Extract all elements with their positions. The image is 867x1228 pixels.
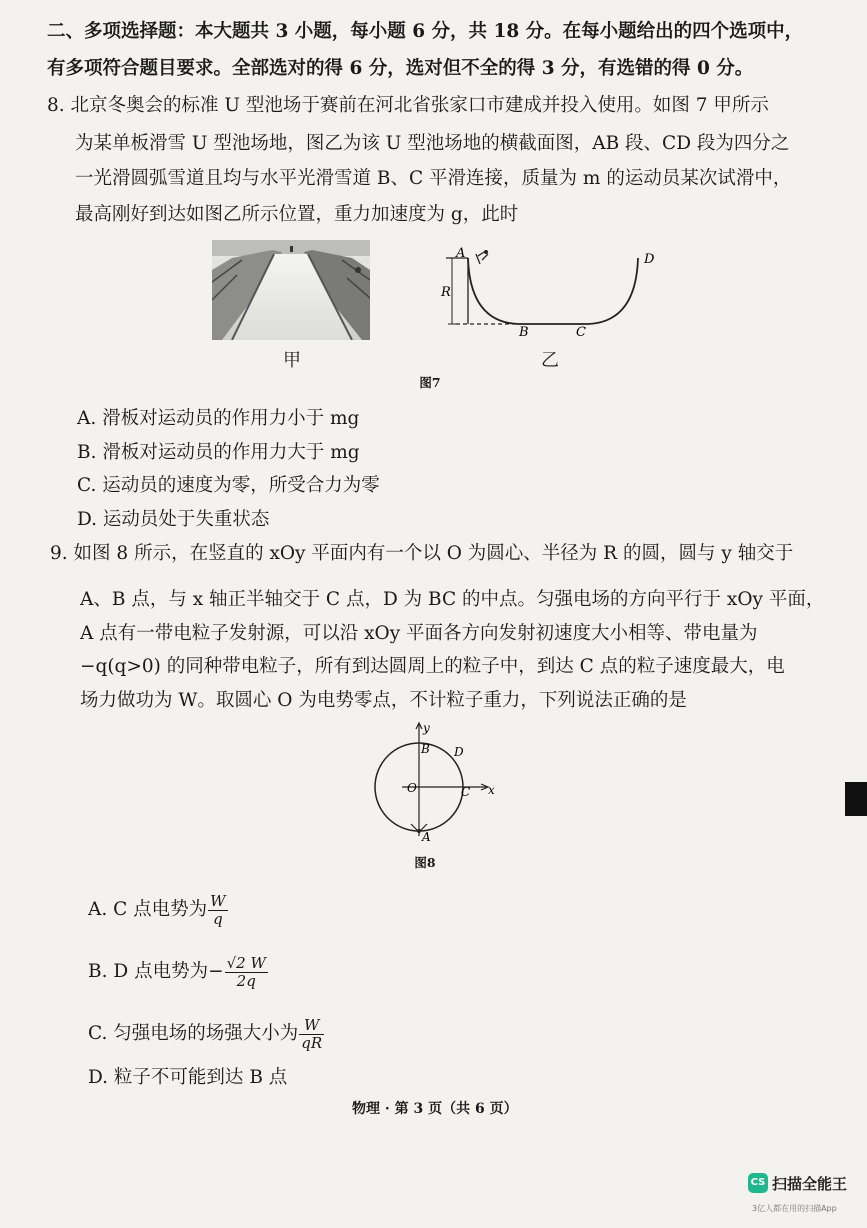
option-c-text: C. 匀强电场的场强大小为 bbox=[88, 1023, 299, 1044]
label-O: O bbox=[407, 781, 417, 795]
frac-num: √2 W bbox=[226, 953, 266, 972]
q9-option-c bbox=[88, 1012, 324, 1056]
q8-stem-line4: 最高刚好到达如图乙所示位置，重力加速度为 g，此时 bbox=[75, 204, 519, 225]
q9-stem-line1: 9. 如图 8 所示，在竖直的 xOy 平面内有一个以 O 为圆心、半径为 R 的圆，圆与 y 轴交于 bbox=[50, 543, 794, 564]
label-x: x bbox=[488, 783, 495, 797]
q8-stem-line1: 8. 北京冬奥会的标准 U 型池场于赛前在河北省张家口市建成并投入使用。如图 7 甲所示 bbox=[47, 95, 769, 116]
q9-stem-line5: 场力做功为 W。取圆心 O 为电势零点，不计粒子重力，下列说法正确的是 bbox=[80, 690, 687, 711]
section-header-line2: 有多项符合题目要求。全部选对的得 6 分，选对但不全的得 3 分，有选错的得 0 分。 bbox=[47, 58, 754, 79]
fig7-caption: 图7 bbox=[419, 375, 441, 390]
frac-den: qR bbox=[301, 1033, 323, 1052]
q9-option-b bbox=[88, 950, 268, 994]
q8-option-d: D. 运动员处于失重状态 bbox=[77, 509, 270, 530]
q9-stem-line2: A、B 点，与 x 轴正半轴交于 C 点，D 为 BC 的中点。匀强电场的方向平行于 xOy 平面， bbox=[80, 589, 825, 610]
frac-den: q bbox=[213, 909, 223, 928]
q9-option-d: D. 粒子不可能到达 B 点 bbox=[88, 1067, 288, 1088]
q9-stem-line4: −q(q>0) 的同种带电粒子，所有到达圆周上的粒子中，到达 C 点的粒子速度最大，电 bbox=[80, 656, 785, 677]
label-B: B bbox=[421, 742, 430, 756]
page-footer: 物理 · 第 3 页（共 6 页） bbox=[352, 1101, 518, 1117]
option-b-fraction bbox=[225, 955, 268, 990]
label-R: R bbox=[441, 285, 451, 300]
frac-den: 2q bbox=[236, 971, 256, 990]
halfpipe-photo bbox=[212, 240, 370, 340]
circle-field-diagram bbox=[362, 720, 507, 845]
q8-option-c: C. 运动员的速度为零，所受合力为零 bbox=[77, 475, 380, 496]
label-A: A bbox=[456, 246, 466, 261]
q9-stem-line3: A 点有一带电粒子发射源，可以沿 xOy 平面各方向发射初速度大小相等、带电量为 bbox=[80, 623, 758, 644]
label-C: C bbox=[576, 325, 586, 336]
label-B: B bbox=[519, 325, 529, 336]
option-a-fraction bbox=[208, 893, 227, 928]
q8-stem-line3: 一光滑圆弧雪道且均与水平光滑雪道 B、C 平滑连接，质量为 m 的运动员某次试滑中， bbox=[75, 168, 792, 189]
fig7-label-yi: 乙 bbox=[541, 350, 559, 371]
section-header-line1: 二、多项选择题：本大题共 3 小题，每小题 6 分，共 18 分。在每小题给出的四个选项中， bbox=[47, 21, 804, 42]
q9-option-a bbox=[88, 888, 228, 932]
label-y: y bbox=[423, 721, 430, 735]
fig8-caption: 图8 bbox=[414, 855, 436, 870]
label-A: A bbox=[422, 830, 431, 844]
watermark-name: 扫描全能王 bbox=[772, 1175, 848, 1193]
frac-num: W bbox=[210, 891, 226, 910]
fig7-label-jia: 甲 bbox=[283, 350, 301, 371]
q8-option-b: B. 滑板对运动员的作用力大于 mg bbox=[77, 442, 360, 463]
option-b-minus: − bbox=[208, 961, 224, 982]
u-pipe-cross-section-diagram bbox=[438, 244, 668, 336]
frac-num: W bbox=[299, 1017, 324, 1035]
q8-option-a: A. 滑板对运动员的作用力小于 mg bbox=[77, 408, 360, 429]
camscanner-logo-icon: CS bbox=[748, 1173, 768, 1193]
label-C: C bbox=[461, 785, 471, 799]
watermark-tagline: 3亿人都在用的扫描App bbox=[752, 1204, 837, 1213]
option-a-text: A. C 点电势为 bbox=[88, 899, 208, 920]
q8-stem-line2: 为某单板滑雪 U 型池场地，图乙为该 U 型池场地的横截面图，AB 段、CD 段为四分之 bbox=[75, 133, 790, 154]
edge-marker bbox=[845, 782, 867, 816]
option-c-fraction bbox=[299, 1017, 324, 1052]
option-b-text: B. D 点电势为 bbox=[88, 961, 209, 982]
label-D: D bbox=[454, 745, 464, 759]
label-D: D bbox=[644, 252, 655, 267]
